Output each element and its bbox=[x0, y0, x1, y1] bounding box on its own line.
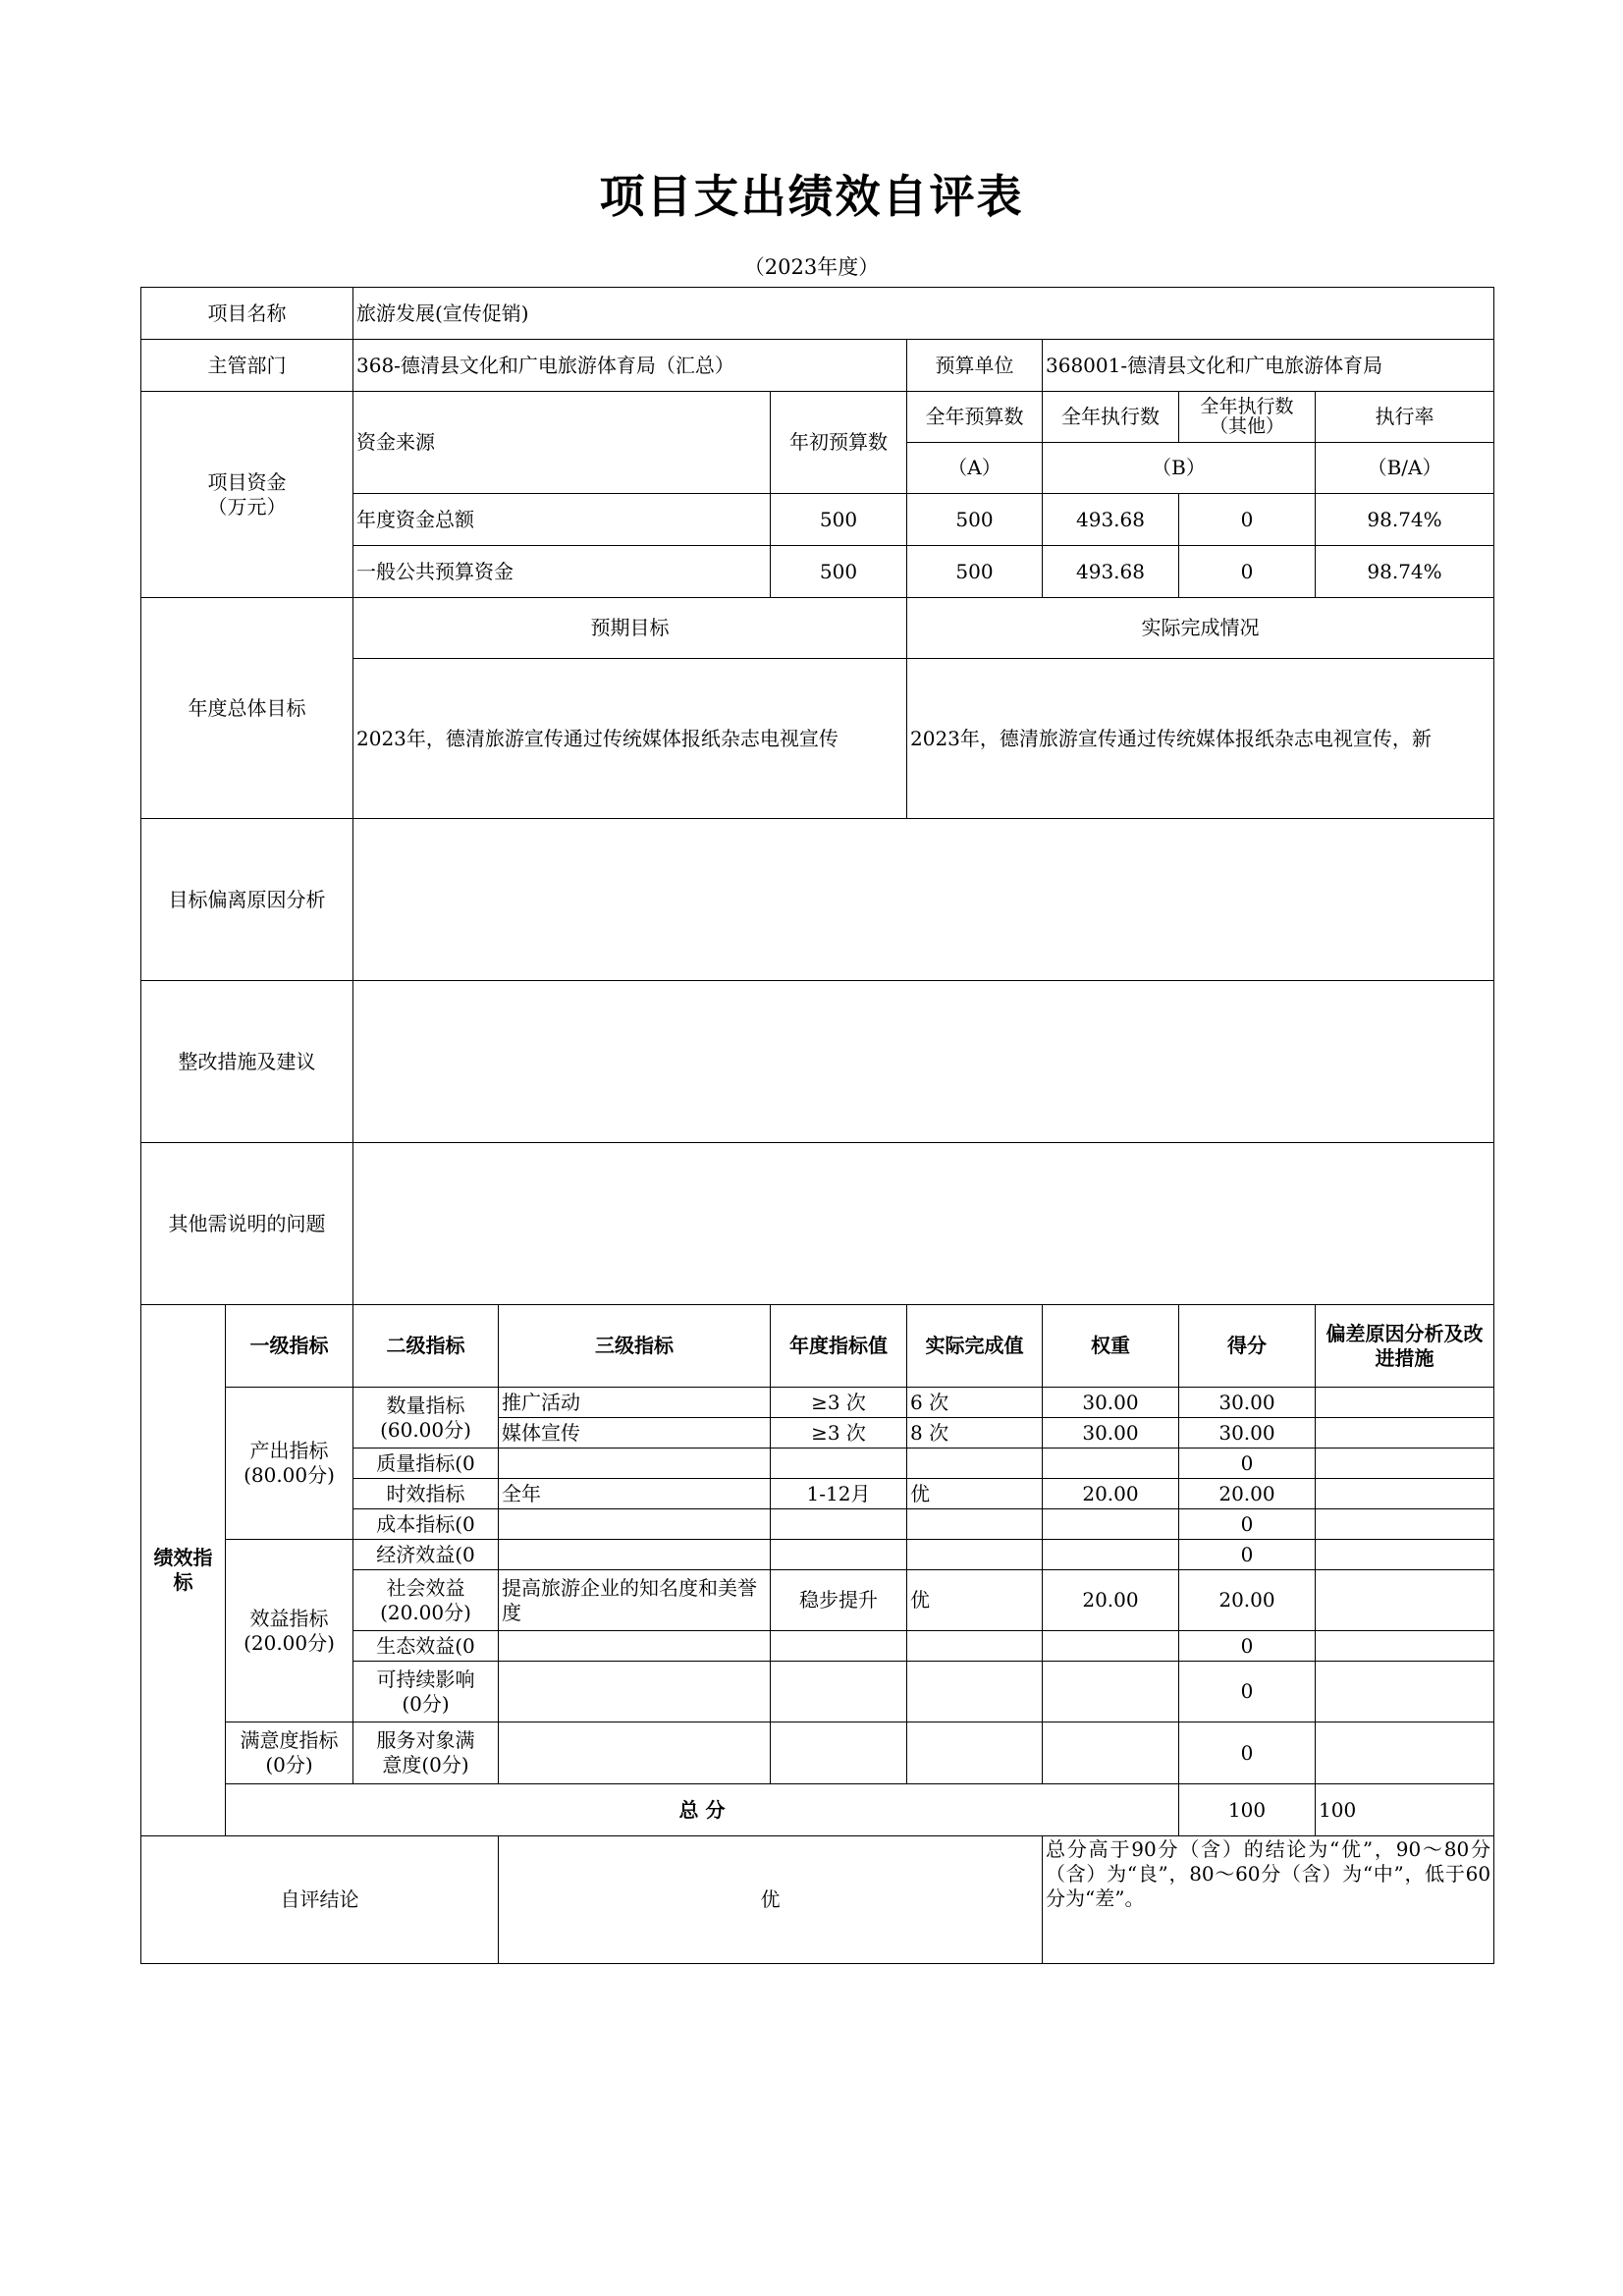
economic-indicator-label: 经济效益(0 bbox=[353, 1540, 499, 1570]
funds-row-init: 500 bbox=[771, 546, 907, 598]
funds-row-other: 0 bbox=[1179, 546, 1316, 598]
goals-actual-header: 实际完成情况 bbox=[907, 598, 1494, 659]
indicator-actual bbox=[907, 1722, 1043, 1784]
indicator-score: 20.00 bbox=[1179, 1479, 1316, 1509]
dept-label: 主管部门 bbox=[141, 340, 353, 392]
indicator-analysis bbox=[1316, 1388, 1494, 1418]
indicator-actual: 6 次 bbox=[907, 1388, 1043, 1418]
goals-expected-text: 2023年，德清旅游宣传通过传统媒体报纸杂志电视宣传 bbox=[353, 659, 907, 819]
deviation-content bbox=[353, 819, 1494, 981]
indicator-analysis bbox=[1316, 1449, 1494, 1479]
indicator-name: 提高旅游企业的知名度和美誉度 bbox=[499, 1570, 771, 1631]
indicator-target bbox=[771, 1662, 907, 1722]
indicator-score: 0 bbox=[1179, 1509, 1316, 1540]
indicator-weight bbox=[1043, 1509, 1179, 1540]
indicator-target bbox=[771, 1509, 907, 1540]
other-issues-content bbox=[353, 1143, 1494, 1305]
report-year: （2023年度） bbox=[743, 255, 880, 279]
perf-header-actual: 实际完成值 bbox=[907, 1305, 1043, 1388]
total-label: 总 分 bbox=[226, 1784, 1179, 1836]
funds-full-budget-header: 全年预算数 bbox=[907, 392, 1043, 443]
evaluation-table bbox=[140, 287, 1494, 1964]
funds-row-name: 一般公共预算资金 bbox=[353, 546, 771, 598]
indicator-score: 20.00 bbox=[1179, 1570, 1316, 1631]
indicator-analysis bbox=[1316, 1479, 1494, 1509]
funds-row-full: 500 bbox=[907, 494, 1043, 546]
funds-source-header: 资金来源 bbox=[353, 392, 771, 494]
indicator-actual: 优 bbox=[907, 1570, 1043, 1631]
eco-indicator-label: 生态效益(0 bbox=[353, 1631, 499, 1662]
other-issues-label: 其他需说明的问题 bbox=[141, 1143, 353, 1305]
conclusion-value: 优 bbox=[499, 1836, 1043, 1964]
funds-col-a: （A） bbox=[907, 443, 1043, 494]
perf-header-lvl3: 三级指标 bbox=[499, 1305, 771, 1388]
indicator-name bbox=[499, 1722, 771, 1784]
indicator-score: 0 bbox=[1179, 1631, 1316, 1662]
indicator-target: 1-12月 bbox=[771, 1479, 907, 1509]
rectify-content bbox=[353, 981, 1494, 1143]
indicator-name bbox=[499, 1449, 771, 1479]
indicator-target bbox=[771, 1631, 907, 1662]
goals-label: 年度总体目标 bbox=[141, 598, 353, 819]
indicator-score: 0 bbox=[1179, 1540, 1316, 1570]
unit-label: 预算单位 bbox=[907, 340, 1043, 392]
conclusion-label: 自评结论 bbox=[141, 1836, 499, 1964]
goals-actual-text: 2023年，德清旅游宣传通过传统媒体报纸杂志电视宣传，新 bbox=[907, 659, 1494, 819]
indicator-name bbox=[499, 1540, 771, 1570]
funds-full-exec-header: 全年执行数 bbox=[1043, 392, 1179, 443]
indicator-target: ≥3 次 bbox=[771, 1388, 907, 1418]
perf-header-lvl1: 一级指标 bbox=[226, 1305, 353, 1388]
indicator-target bbox=[771, 1540, 907, 1570]
indicator-actual bbox=[907, 1662, 1043, 1722]
funds-row-other: 0 bbox=[1179, 494, 1316, 546]
indicator-score: 0 bbox=[1179, 1449, 1316, 1479]
funds-row-rate: 98.74% bbox=[1316, 546, 1494, 598]
perf-header-score: 得分 bbox=[1179, 1305, 1316, 1388]
table-row bbox=[141, 1722, 1494, 1784]
indicator-name: 推广活动 bbox=[499, 1388, 771, 1418]
indicator-weight: 20.00 bbox=[1043, 1479, 1179, 1509]
indicator-name: 媒体宣传 bbox=[499, 1418, 771, 1449]
quantity-indicator-label: 数量指标 (60.00分) bbox=[353, 1388, 499, 1449]
funds-col-ba: （B/A） bbox=[1316, 443, 1494, 494]
indicator-actual: 优 bbox=[907, 1479, 1043, 1509]
total-score: 100 bbox=[1316, 1784, 1494, 1836]
quality-indicator-label: 质量指标(0 bbox=[353, 1449, 499, 1479]
indicator-actual bbox=[907, 1540, 1043, 1570]
funds-label: 项目资金 （万元） bbox=[141, 392, 353, 598]
indicator-name bbox=[499, 1662, 771, 1722]
perf-header-analysis: 偏差原因分析及改进措施 bbox=[1316, 1305, 1494, 1388]
indicator-target: ≥3 次 bbox=[771, 1418, 907, 1449]
funds-row-name: 年度资金总额 bbox=[353, 494, 771, 546]
indicator-weight bbox=[1043, 1540, 1179, 1570]
sustain-indicator-label: 可持续影响 (0分) bbox=[353, 1662, 499, 1722]
dept-value: 368-德清县文化和广电旅游体育局（汇总） bbox=[353, 340, 907, 392]
perf-label: 绩效指标 bbox=[141, 1305, 226, 1836]
social-indicator-label: 社会效益 (20.00分) bbox=[353, 1570, 499, 1631]
perf-header-lvl2: 二级指标 bbox=[353, 1305, 499, 1388]
funds-row-exec: 493.68 bbox=[1043, 546, 1179, 598]
indicator-analysis bbox=[1316, 1662, 1494, 1722]
indicator-weight: 30.00 bbox=[1043, 1418, 1179, 1449]
indicator-name bbox=[499, 1509, 771, 1540]
indicator-weight: 30.00 bbox=[1043, 1388, 1179, 1418]
indicator-score: 30.00 bbox=[1179, 1388, 1316, 1418]
conclusion-note-cell bbox=[1043, 1836, 1494, 1964]
indicator-analysis bbox=[1316, 1418, 1494, 1449]
funds-col-b: （B） bbox=[1043, 443, 1316, 494]
funds-full-exec-other-header: 全年执行数（其他） bbox=[1179, 392, 1316, 443]
funds-init-budget-header: 年初预算数 bbox=[771, 392, 907, 494]
indicator-analysis bbox=[1316, 1631, 1494, 1662]
goals-expected-header: 预期目标 bbox=[353, 598, 907, 659]
indicator-score: 30.00 bbox=[1179, 1418, 1316, 1449]
indicator-actual bbox=[907, 1509, 1043, 1540]
total-weight: 100 bbox=[1179, 1784, 1316, 1836]
cost-indicator-label: 成本指标(0 bbox=[353, 1509, 499, 1540]
indicator-actual bbox=[907, 1631, 1043, 1662]
indicator-weight: 20.00 bbox=[1043, 1570, 1179, 1631]
rectify-label: 整改措施及建议 bbox=[141, 981, 353, 1143]
table-row bbox=[141, 1388, 1494, 1418]
conclusion-note: 总分高于90分（含）的结论为“优”，90～80分（含）为“良”，80～60分（含）为“中”，低于60分为“差”。 bbox=[1046, 1836, 1491, 1910]
funds-row-init: 500 bbox=[771, 494, 907, 546]
project-name-label: 项目名称 bbox=[141, 288, 353, 340]
indicator-actual: 8 次 bbox=[907, 1418, 1043, 1449]
table-row bbox=[141, 1540, 1494, 1570]
unit-value: 368001-德清县文化和广电旅游体育局 bbox=[1043, 340, 1494, 392]
output-indicator-label: 产出指标 (80.00分) bbox=[226, 1388, 353, 1540]
indicator-score: 0 bbox=[1179, 1722, 1316, 1784]
deviation-label: 目标偏离原因分析 bbox=[141, 819, 353, 981]
indicator-weight bbox=[1043, 1662, 1179, 1722]
indicator-weight bbox=[1043, 1449, 1179, 1479]
indicator-analysis bbox=[1316, 1509, 1494, 1540]
indicator-name bbox=[499, 1631, 771, 1662]
indicator-name: 全年 bbox=[499, 1479, 771, 1509]
project-name-value: 旅游发展(宣传促销) bbox=[353, 288, 1494, 340]
indicator-weight bbox=[1043, 1631, 1179, 1662]
funds-row-rate: 98.74% bbox=[1316, 494, 1494, 546]
perf-header-weight: 权重 bbox=[1043, 1305, 1179, 1388]
indicator-target: 稳步提升 bbox=[771, 1570, 907, 1631]
indicator-analysis bbox=[1316, 1570, 1494, 1631]
effect-indicator-label: 效益指标 (20.00分) bbox=[226, 1540, 353, 1722]
indicator-weight bbox=[1043, 1722, 1179, 1784]
page-title: 项目支出绩效自评表 bbox=[599, 170, 1024, 223]
indicator-target bbox=[771, 1722, 907, 1784]
indicator-score: 0 bbox=[1179, 1662, 1316, 1722]
service-indicator-label: 服务对象满 意度(0分) bbox=[353, 1722, 499, 1784]
indicator-analysis bbox=[1316, 1540, 1494, 1570]
funds-exec-rate-header: 执行率 bbox=[1316, 392, 1494, 443]
satisfy-indicator-label: 满意度指标 (0分) bbox=[226, 1722, 353, 1784]
funds-row-full: 500 bbox=[907, 546, 1043, 598]
indicator-target bbox=[771, 1449, 907, 1479]
funds-row-exec: 493.68 bbox=[1043, 494, 1179, 546]
indicator-analysis bbox=[1316, 1722, 1494, 1784]
timeliness-indicator-label: 时效指标 bbox=[353, 1479, 499, 1509]
perf-header-target: 年度指标值 bbox=[771, 1305, 907, 1388]
indicator-actual bbox=[907, 1449, 1043, 1479]
